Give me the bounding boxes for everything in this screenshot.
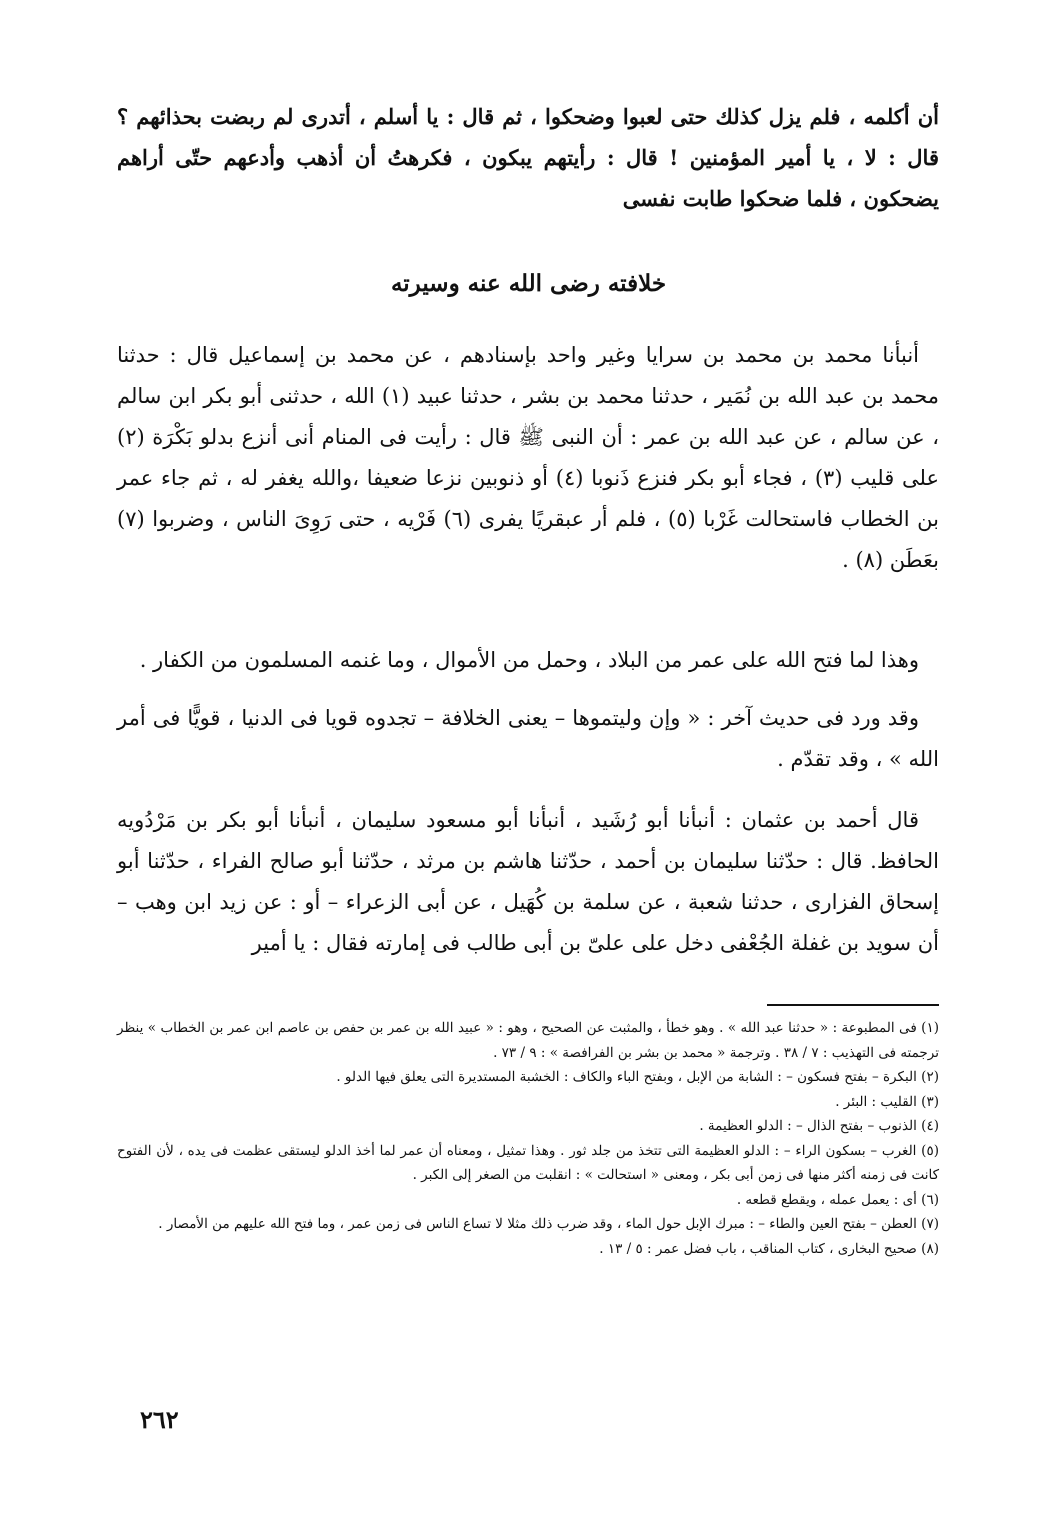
footnote: (٧) العطن – بفتح العين والطاء – : مبرك الإبل حول الماء ، وقد ضرب ذلك مثلا لا تساع الناس فى زمن عمر ، وما فتح الله عليهم من الأمصار .	[158, 1216, 939, 1232]
paragraph-1	[117, 335, 939, 581]
paragraph-3	[117, 698, 939, 780]
footnote-divider	[767, 1004, 939, 1006]
intro-paragraph	[117, 96, 939, 219]
footnotes	[117, 1016, 939, 1261]
paragraph-4	[117, 800, 939, 964]
intro-text: أن أكلمه ، فلم يزل كذلك حتى لعبوا وضحكوا ، ثم قال : يا أسلم ، أتدرى لم ربضت بحذائهم ؟ قال : لا ، يا أمير المؤمنين ! قال : رأيتهم يبكون ، فكرهتُ أن أذهب وأدعهم حتّى أراهم يضحكون ، فلما ضحكوا طابت نفسى	[117, 104, 939, 211]
paragraph-1-text: أنبأنا محمد بن محمد بن سرايا وغير واحد بإسنادهم ، عن محمد بن إسماعيل قال : حدثنا محمد بن عبد الله بن نُمَير ، حدثنا محمد بن بشر ، حدثنا عبيد (١) الله ، حدثنى أبو بكر ابن سالم ، عن سالم ، عن عبد الله بن عمر : أن النبى ﷺ قال : رأيت فى المنام أنى أنزع بدلو بَكْرَة (٢) على قليب (٣) ، فجاء أبو بكر فنزع ذَنوبا (٤) أو ذنوبين نزعا ضعيفا ،والله يغفر له ، ثم جاء عمر بن الخطاب فاستحالت غَرْبا (٥) ، فلم أر عبقريًا يفرى (٦) فَرْيه ، حتى رَوِىَ الناس ، وضربوا (٧) بعَطَن (٨) .	[117, 343, 940, 572]
footnote: (٣) القليب : البئر .	[835, 1093, 939, 1110]
footnote: (٦) أى : يعمل عمله ، ويقطع قطعه .	[736, 1191, 939, 1208]
paragraph-3-text: وقد ورد فى حديث آخر : « وإن وليتموها – يعنى الخلافة – تجدوه قويا فى الدنيا ، قويًّا فى أمر الله » ، وقد تقدّم .	[117, 706, 939, 771]
footnote: (١) فى المطبوعة : « حدثنا عبد الله » . وهو خطأ ، والمثبت عن الصحيح ، وهو : « عبيد الله بن عمر بن حفص بن عاصم ابن عمر بن الخطاب » ينظر ترجمته فى التهذيب : ٧ / ٣٨ . وترجمة « محمد بن بشر بن الفرافصة » : ٩ / ٧٣ .	[117, 1020, 939, 1061]
paragraph-4-text: قال أحمد بن عثمان : أنبأنا أبو رُشَيد ، أنبأنا أبو مسعود سليمان ، أنبأنا أبو بكر بن مَرْدُويه الحافظ. قال : حدّثنا سليمان بن أحمد ، حدّثنا هاشم بن مرثد ، حدّثنا أبو صالح الفراء ، حدّثنا أبو إسحاق الفزارى ، حدثنا شعبة ، عن سلمة بن كُهَيل ، عن أبى الزعراء – أو : عن زيد ابن وهب – أن سويد بن غفلة الجُعْفى دخل على علىّ بن أبى طالب فى إمارته فقال : يا أمير	[117, 808, 939, 955]
section-heading: خلافته رضى الله عنه وسيرته	[390, 270, 667, 297]
page-number: ٢٦٢	[140, 1405, 179, 1434]
footnote: (٨) صحيح البخارى ، كتاب المناقب ، باب فضل عمر : ٥ / ١٣ .	[599, 1240, 939, 1257]
paragraph-2-text: وهذا لما فتح الله على عمر من البلاد ، وحمل من الأموال ، وما غنمه المسلمون من الكفار .	[139, 648, 919, 672]
footnote: (٢) البكرة – بفتح فسكون – : الشابة من الإبل ، وبفتح الباء والكاف : الخشبة المستديرة التى يعلق فيها الدلو .	[336, 1069, 939, 1085]
footnote: (٥) الغرب – بسكون الراء – : الدلو العظيمة التى تتخذ من جلد ثور . وهذا تمثيل ، ومعناه أن عمر لما أخذ الدلو ليستقى عظمت فى يده ، لأن الفتوح كانت فى زمنه أكثر منها فى زمن أبى بكر ، ومعنى « استحالت » : انقلبت من الصغر إلى الكبر .	[117, 1142, 940, 1183]
footnote: (٤) الذنوب – بفتح الذال – : الدلو العظيمة .	[699, 1118, 939, 1134]
paragraph-2	[117, 640, 939, 681]
